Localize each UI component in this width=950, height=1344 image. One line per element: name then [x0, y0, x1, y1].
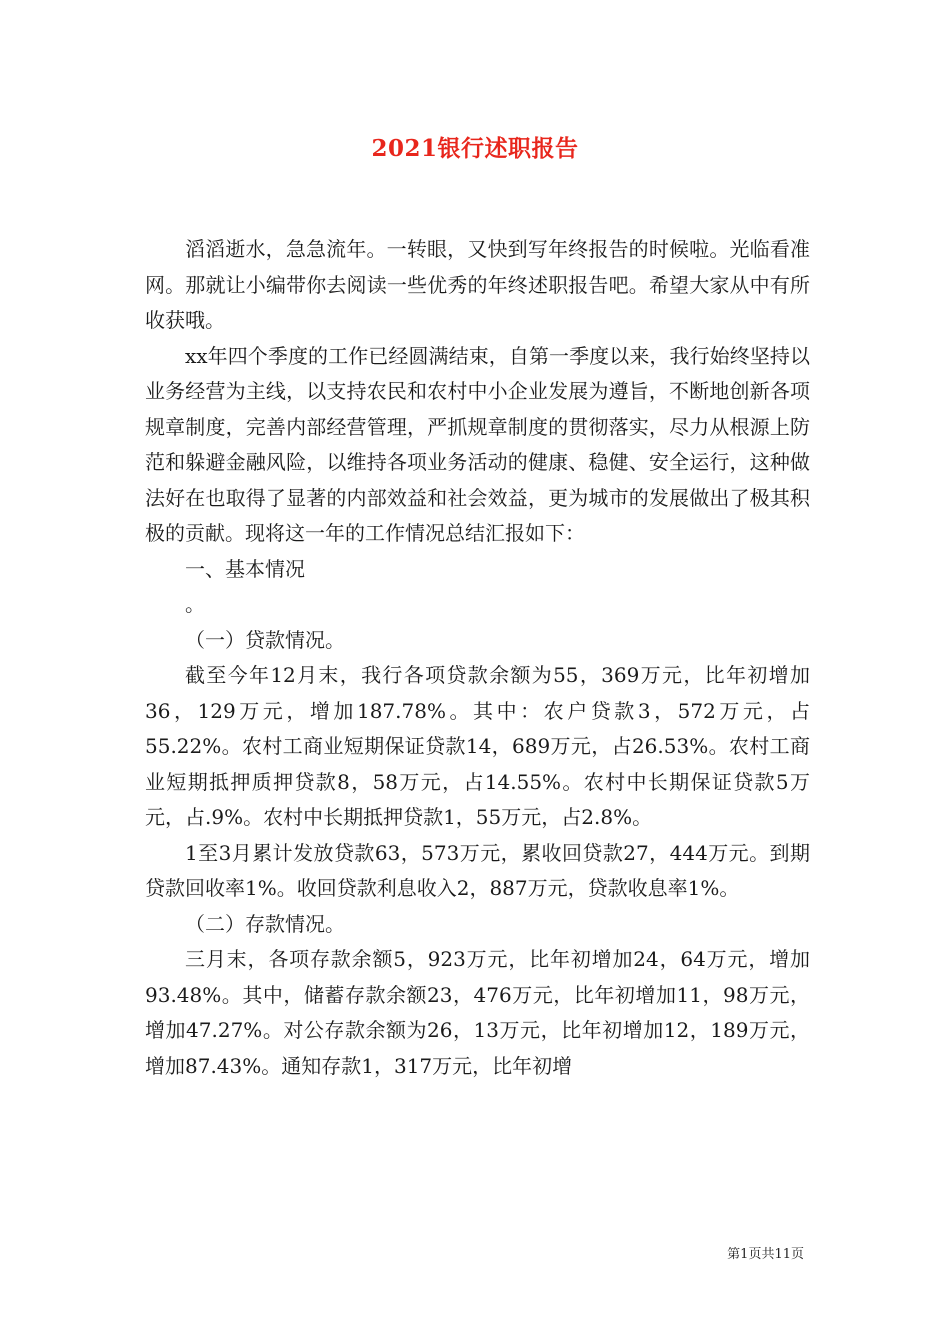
stray-mark: 。 — [185, 592, 205, 616]
loans-paragraph: 截至今年12月末，我行各项贷款余额为55，369万元，比年初增加36，129万元，增加187.78%。其中：农户贷款3，572万元，占55.22%。农村工商业短期保证贷款14，689万元，占26.53%。农村工商业短期抵押质押贷款8，58万元，占14.55%。农村中长期保证贷款5万元，占.9%。农村中长期抵押贷款1，55万元，占2.8%。 — [145, 663, 810, 829]
document-body — [145, 232, 810, 1084]
intro-paragraph: 滔滔逝水，急急流年。一转眼，又快到写年终报告的时候啦。光临看准网。那就让小编带你去阅读一些优秀的年终述职报告吧。希望大家从中有所收获哦。 — [145, 237, 810, 332]
loans-issued-paragraph: 1至3月累计发放贷款63，573万元，累收回贷款27，444万元。到期贷款回收率1%。收回贷款利息收入2，887万元，贷款收息率1%。 — [145, 840, 810, 900]
subsection-heading-deposits: （二）存款情况。 — [185, 911, 345, 936]
deposits-paragraph: 三月末，各项存款余额5，923万元，比年初增加24，64万元，增加93.48%。其中，储蓄存款余额23，476万元，比年初增加11，98万元，增加47.27%。对公存款余额为26，13万元，比年初增加12，189万元，增加87.43%。通知存款1，317万元，比年初增 — [145, 947, 810, 1078]
page-number: 第1页共11页 — [727, 1247, 804, 1262]
document-title: 2021银行述职报告 — [371, 135, 579, 162]
summary-paragraph: xx年四个季度的工作已经圆满结束，自第一季度以来，我行始终坚持以业务经营为主线，以支持农民和农村中小企业发展为遵旨，不断地创新各项规章制度，完善内部经营管理，严抓规章制度的贯彻落实，尽力从根源上防范和躲避金融风险，以维持各项业务活动的健康、稳健、安全运行，这种做法好在也取得了显著的内部效益和社会效益，更为城市的发展做出了极其积极的贡献。现将这一年的工作情况总结汇报如下： — [145, 343, 810, 545]
section-heading: 一、基本情况 — [185, 556, 305, 581]
subsection-heading-loans: （一）贷款情况。 — [185, 627, 345, 652]
